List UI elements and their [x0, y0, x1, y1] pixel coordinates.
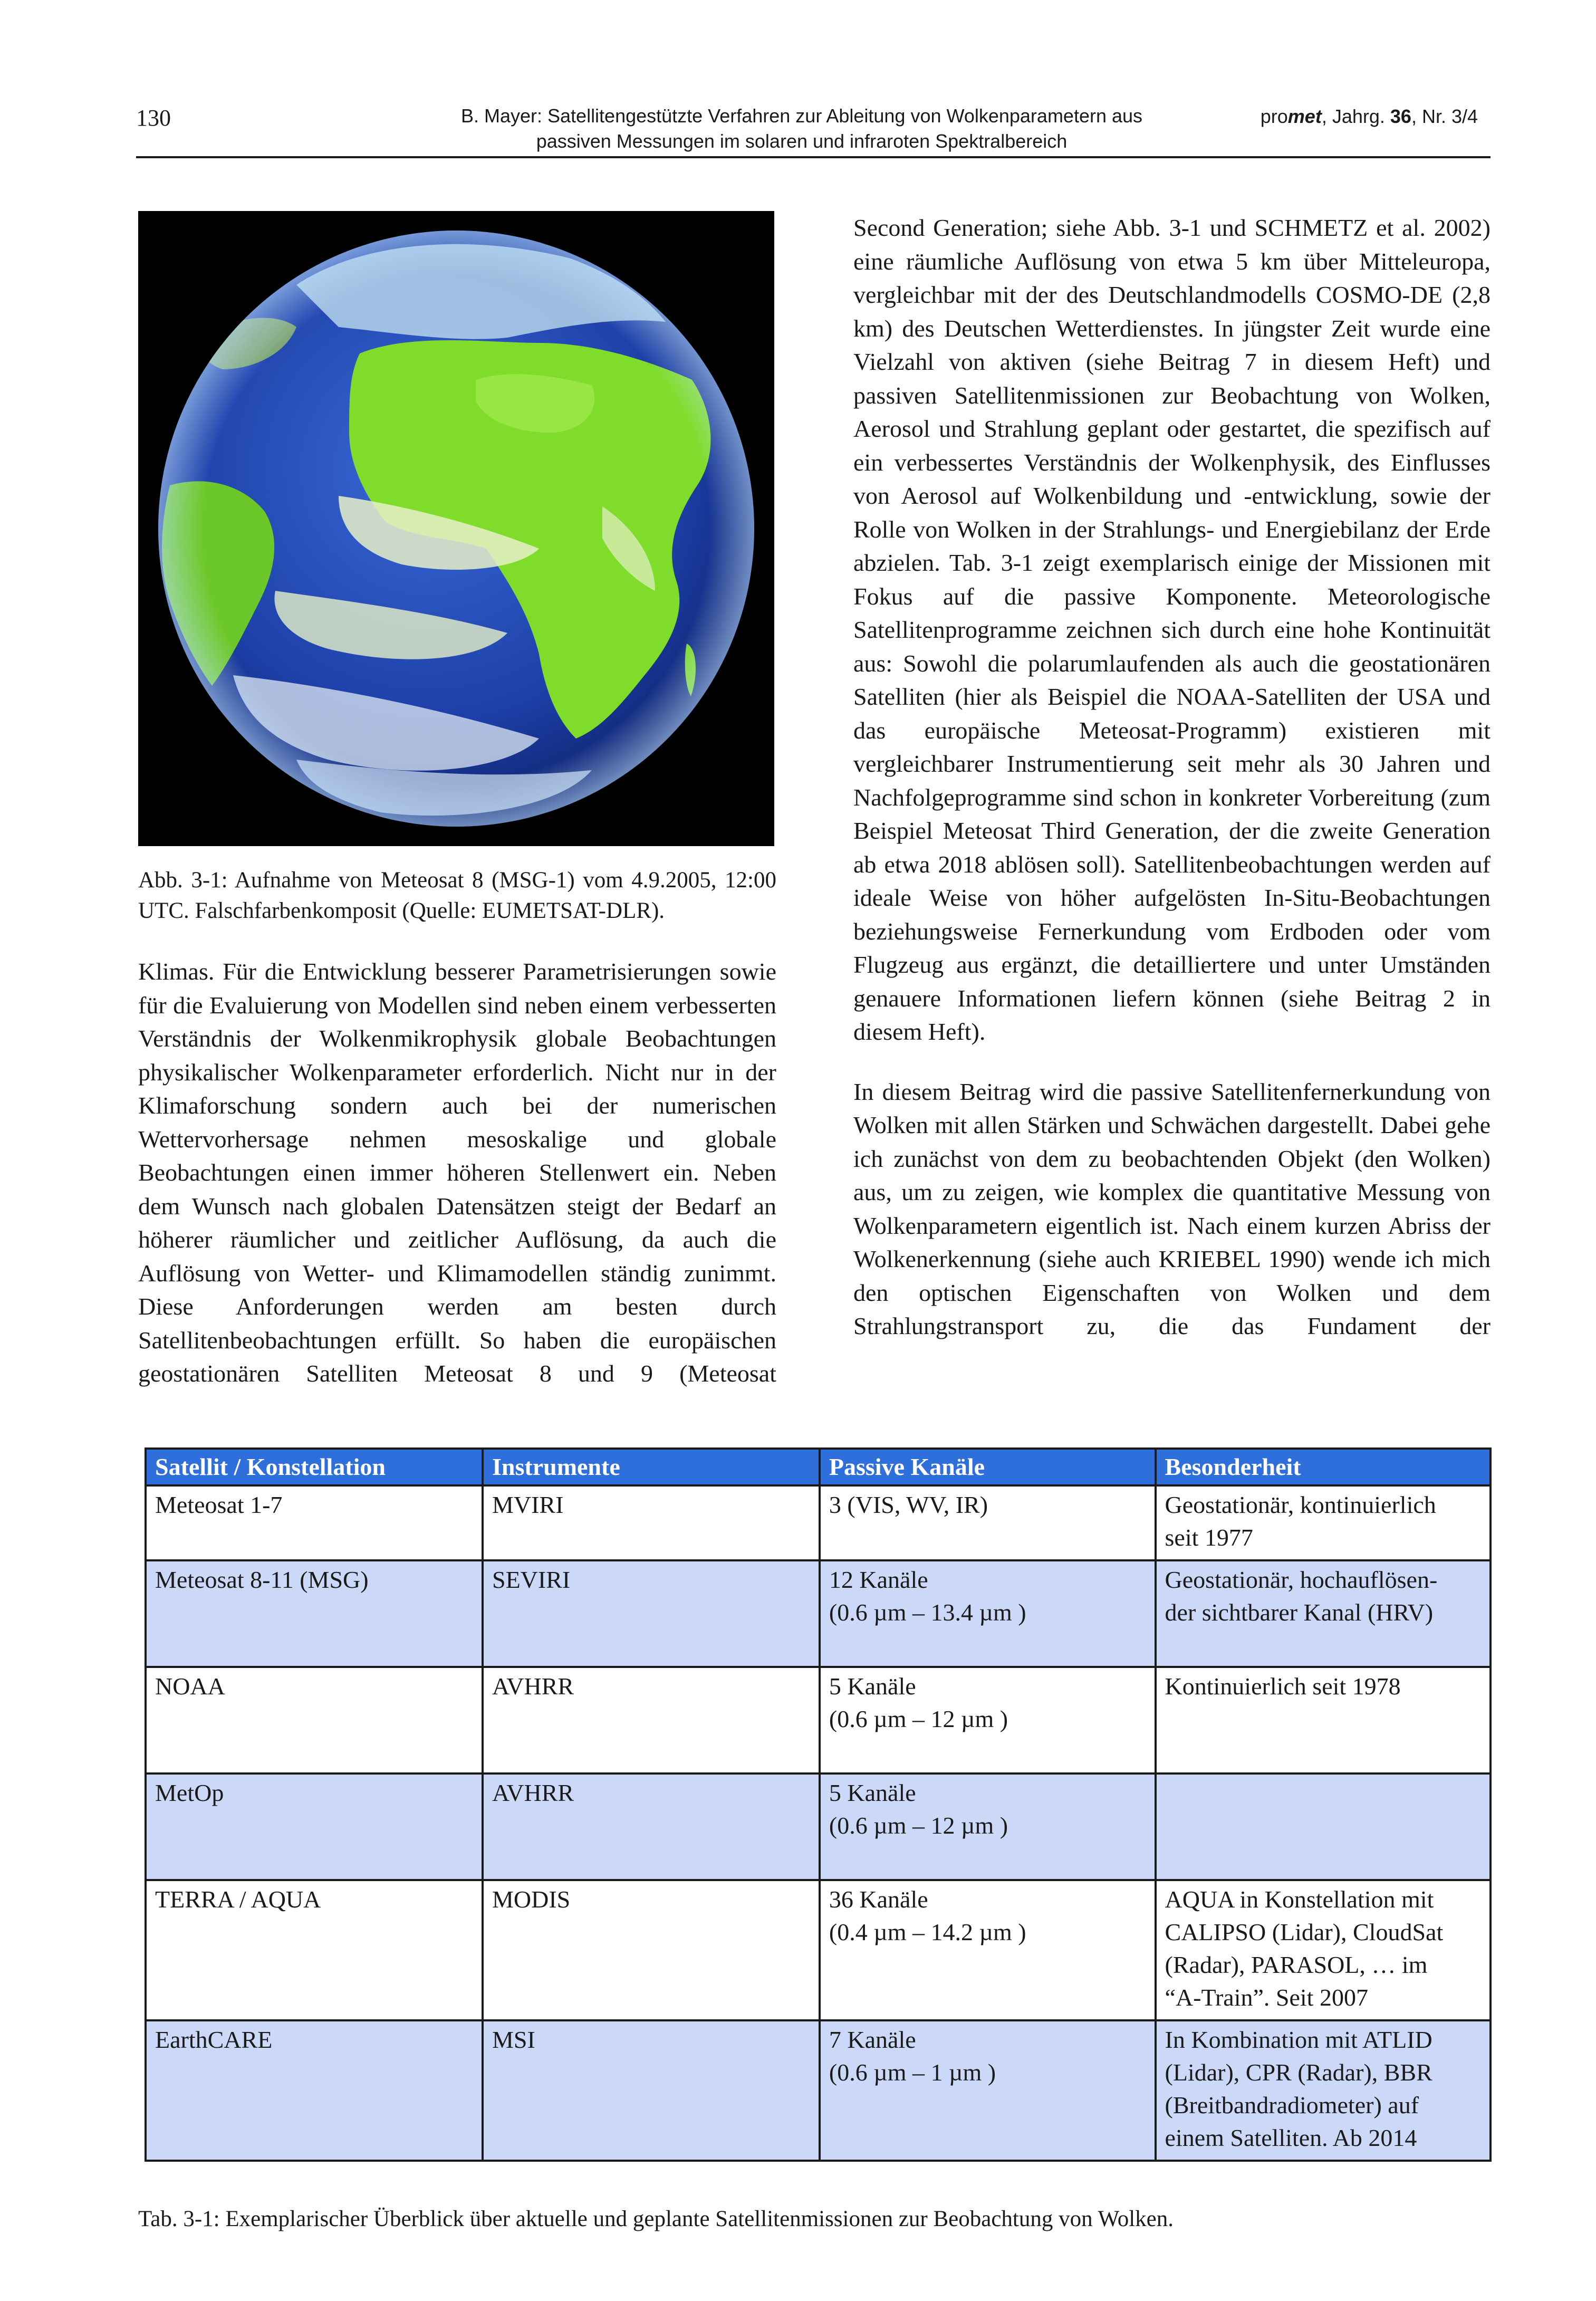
- special-cell: [1156, 1485, 1491, 1560]
- special-line: (Radar), PARASOL, … im: [1165, 1951, 1428, 1978]
- satellite-cell: EarthCARE: [146, 2020, 483, 2161]
- instrument-cell: MODIS: [483, 1880, 820, 2020]
- table-header-cell: Instrumente: [483, 1449, 820, 1485]
- table-header-cell: Satellit / Konstellation: [146, 1449, 483, 1485]
- table-row: [146, 1773, 1491, 1880]
- journal-suffix: , Nr. 3/4: [1411, 106, 1478, 127]
- instrument-cell: AVHRR: [483, 1773, 820, 1880]
- special-cell: [1156, 2020, 1491, 2161]
- channels-line: 12 Kanäle: [829, 1566, 928, 1593]
- table-row: [146, 1667, 1491, 1773]
- channels-cell: [820, 1560, 1156, 1667]
- special-line: (Breitbandradiometer) auf: [1165, 2092, 1419, 2118]
- special-line: Kontinuierlich seit 1978: [1165, 1673, 1401, 1700]
- instrument-cell: MVIRI: [483, 1485, 820, 1560]
- special-cell: [1156, 1667, 1491, 1773]
- special-cell: [1156, 1773, 1491, 1880]
- table-header-row: [146, 1449, 1491, 1485]
- satellite-cell: TERRA / AQUA: [146, 1880, 483, 2020]
- special-line: der sichtbarer Kanal (HRV): [1165, 1599, 1434, 1626]
- channels-line: 7 Kanäle: [829, 2026, 916, 2053]
- table-row: [146, 1485, 1491, 1560]
- table-row: [146, 1560, 1491, 1667]
- special-cell: [1156, 1880, 1491, 2020]
- special-line: CALIPSO (Lidar), CloudSat: [1165, 1919, 1444, 1945]
- channels-line: (0.6 µm – 12 µm ): [829, 1812, 1008, 1839]
- table-row: [146, 1880, 1491, 2020]
- header-rule: [136, 156, 1491, 158]
- satellite-cell: Meteosat 8-11 (MSG): [146, 1560, 483, 1667]
- table-header-cell: Besonderheit: [1156, 1449, 1491, 1485]
- running-title-line1: B. Mayer: Satellitengestützte Verfahren zur Ableitung von Wolkenparametern aus: [460, 105, 1143, 127]
- journal-reference: [1261, 106, 1478, 128]
- channels-cell: [820, 1880, 1156, 2020]
- running-title-line2: passiven Messungen im solaren und infraroten Spektralbereich: [536, 130, 1068, 152]
- special-line: AQUA in Konstellation mit: [1165, 1886, 1434, 1913]
- left-column: [138, 955, 776, 1391]
- right-paragraph-1: Second Generation; siehe Abb. 3-1 und SCHMETZ et al. 2002) eine räumliche Auflösung von etwa 5 km über Mitteleuropa, vergleichbar mit der des Deutschlandmodells COSMO-DE (2,8 km) des Deutschen Wetterdienstes. In jüngster Zeit wurde eine Vielzahl von aktiven (siehe Beitrag 7 in diesem Heft) und passiven Satellitenmissionen zur Beobachtung von Wolken, Aerosol und Strahlung geplant oder gestartet, die spezifisch auf ein verbessertes Verständnis der Wolkenphysik, des Einflusses von Aerosol auf Wolkenbildung und -entwicklung, sowie der Rolle von Wolken in der Strahlungs- und Energiebilanz der Erde abzielen. Tab. 3-1 zeigt exemplarisch einige der Missionen mit Fokus auf die passive Komponente. Meteorologische Satellitenprogramme zeichnen sich durch eine hohe Kontinuität aus: Sowohl die polarumlaufenden als auch die geostationären Satelliten (hier als Beispiel die NOAA-Satelliten der USA und das europäische Meteosat-Programm) existieren mit vergleichbarer Instrumentierung seit mehr als 30 Jahren und Nachfolgeprogramme sind schon in konkreter Vorbereitung (zum Beispiel Meteosat Third Generation, der die zweite Generation ab etwa 2018 ablösen soll). Satellitenbeobachtungen werden auf ideale Weise von höher aufgelösten In-Situ-Beobachtungen beziehungsweise Fernerkundung vom Erdboden oder vom Flugzeug aus ergänzt, die detailliertere und unter Umständen genauere Informationen liefern können (siehe Beitrag 2 in diesem Heft).: [853, 214, 1491, 1045]
- journal-volume: 36: [1390, 106, 1411, 127]
- journal-prefix: pro: [1260, 106, 1288, 127]
- meteosat-earth-image: [138, 211, 774, 846]
- channels-line: (0.4 µm – 14.2 µm ): [829, 1919, 1026, 1945]
- special-line: (Lidar), CPR (Radar), BBR: [1165, 2059, 1432, 2086]
- special-line: seit 1977: [1165, 1524, 1253, 1551]
- satellite-cell: NOAA: [146, 1667, 483, 1773]
- satellite-cell: MetOp: [146, 1773, 483, 1880]
- special-line: Geostationär, hochauflösen-: [1165, 1566, 1438, 1593]
- special-line: In Kombination mit ATLID: [1165, 2026, 1432, 2053]
- satellite-missions-table: [145, 1447, 1492, 2162]
- instrument-cell: AVHRR: [483, 1667, 820, 1773]
- special-line: Geostationär, kontinuierlich: [1165, 1491, 1436, 1518]
- page-number: 130: [136, 105, 171, 131]
- right-column: [853, 211, 1491, 1343]
- journal-italic: met: [1287, 106, 1322, 127]
- figure-caption: Abb. 3-1: Aufnahme von Meteosat 8 (MSG-1) vom 4.9.2005, 12:00 UTC. Falschfarbenkomposit (Quelle: EUMETSAT-DLR).: [138, 868, 776, 923]
- channels-line: 5 Kanäle: [829, 1673, 916, 1700]
- special-cell: [1156, 1560, 1491, 1667]
- satellite-cell: Meteosat 1-7: [146, 1485, 483, 1560]
- table-caption: Tab. 3-1: Exemplarischer Überblick über aktuelle und geplante Satellitenmissionen zur Beobachtung von Wolken.: [138, 2207, 1174, 2231]
- left-paragraph: Klimas. Für die Entwicklung besserer Parametrisierungen sowie für die Evaluierung von Modellen sind neben einem verbesserten Verständnis der Wolkenmikrophysik globale Beobachtungen physikalischer Wolkenparameter erforderlich. Nicht nur in der Klimaforschung sondern auch bei der numerischen Wettervorhersage nehmen mesoskalige und globale Beobachtungen einen immer höheren Stellenwert ein. Neben dem Wunsch nach globalen Datensätzen steigt der Bedarf an höherer räumlicher und zeitlicher Auflösung, da auch die Auflösung von Wetter- und Klimamodellen ständig zunimmt. Diese Anforderungen werden am besten durch Satellitenbeobachtungen erfüllt. So haben die europäischen geostationären Satelliten Meteosat 8 und 9 (Meteosat: [138, 958, 776, 1387]
- channels-cell: [820, 1773, 1156, 1880]
- channels-line: 3 (VIS, WV, IR): [829, 1491, 988, 1518]
- channels-line: (0.6 µm – 13.4 µm ): [829, 1599, 1026, 1626]
- channels-cell: [820, 1667, 1156, 1773]
- special-line: “A-Train”. Seit 2007: [1165, 1984, 1368, 2011]
- table-row: [146, 2020, 1491, 2161]
- instrument-cell: SEVIRI: [483, 1560, 820, 1667]
- channels-line: (0.6 µm – 12 µm ): [829, 1705, 1008, 1732]
- special-line: einem Satelliten. Ab 2014: [1165, 2124, 1417, 2151]
- channels-line: 5 Kanäle: [829, 1779, 916, 1806]
- table-header-cell: Passive Kanäle: [820, 1449, 1156, 1485]
- channels-line: 36 Kanäle: [829, 1886, 928, 1913]
- paragraph-gap: [853, 1049, 1491, 1075]
- running-title: [432, 103, 1171, 154]
- right-paragraph-2: In diesem Beitrag wird die passive Satellitenfernerkundung von Wolken mit allen Stärken und Schwächen dargestellt. Dabei gehe ich zunächst von dem zu beobachtenden Objekt (den Wolken) aus, um zu zeigen, wie komplex die quantitative Messung von Wolkenparametern eigentlich ist. Nach einem kurzen Abriss der Wolkenerkennung (siehe auch KRIEBEL 1990) wende ich mich den optischen Eigenschaften von Wolken und dem Strahlungstransport zu, die das Fundament der: [853, 1078, 1491, 1339]
- instrument-cell: MSI: [483, 2020, 820, 2161]
- channels-cell: [820, 1485, 1156, 1560]
- channels-cell: [820, 2020, 1156, 2161]
- channels-line: (0.6 µm – 1 µm ): [829, 2059, 996, 2086]
- journal-mid: , Jahrg.: [1321, 106, 1390, 127]
